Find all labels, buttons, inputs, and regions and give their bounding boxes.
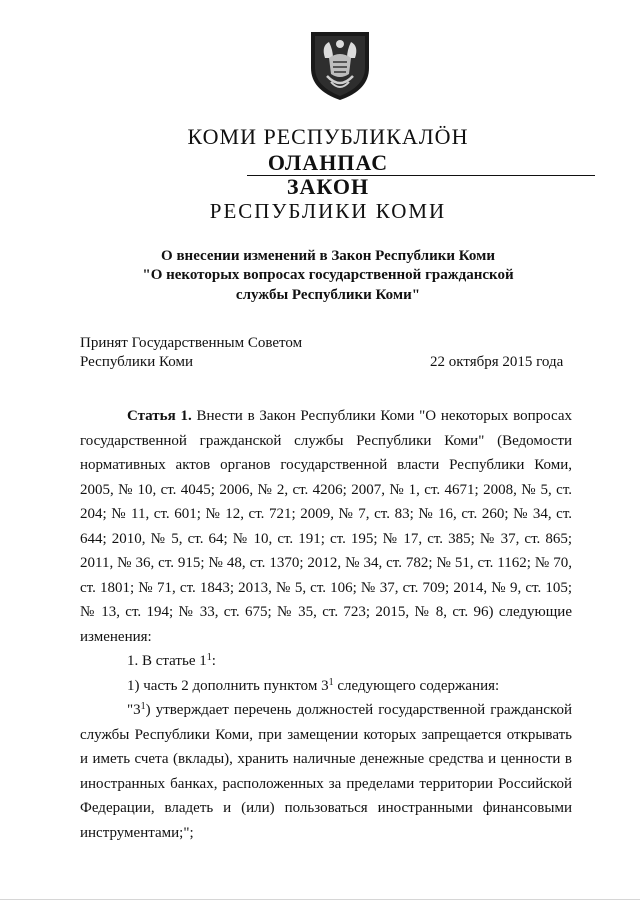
header-line-olanpas: ОЛАНПАС xyxy=(267,150,389,175)
item-1-suffix: : xyxy=(211,653,216,669)
page-bottom-edge xyxy=(0,899,640,900)
adoption-date: 22 октября 2015 года xyxy=(430,354,564,370)
article-text: Внести в Закон Республики Коми "О некоторых вопросах государственной гражданской службы Республики Коми" (Ведомости нормативных актов органов государственной власти Республики Коми, 2005, № 10, ст. 4045; 2006, № 2, ст. 4206; 2007, № 1, ст. 4671; 2008, № 5, ст. 204; № 11, ст. 601; № 12, ст. 721; 2009, № 7, ст. 83; № 16, ст. 260; № 34, ст. 644; 2010, № 5, ст. 64; № 10, ст. 191; ст. 195; № 17, ст. 385; № 37, ст. 865; 2011, № 36, ст. 915; № 48, ст. 1370; 2012, № 34, ст. 782; № 51, ст. 1162; № 70, ст. 1801; № 71, ст. 1843; 2013, № 5, ст. 106; № 37, ст. 709; 2014, № 9, ст. 105; № 13, ст. 194; № 33, ст. 675; № 35, ст. 723; 2015, № 8, ст. 96) следующие изменения: xyxy=(80,408,572,645)
law-title-line-3: службы Республики Коми" xyxy=(235,287,421,303)
law-title-line-1: О внесении изменений в Закон Республики Коми xyxy=(161,248,495,264)
adoption-line-1: Принят Государственным Советом xyxy=(80,335,303,351)
quoted-point-paragraph xyxy=(80,698,572,845)
subitem-1-text: 1) часть 2 дополнить пунктом 3 xyxy=(127,677,329,694)
item-1-superscript: 1 xyxy=(206,652,212,663)
quoted-point-number: "3 xyxy=(127,702,141,718)
article-label: Статья 1. xyxy=(127,408,192,424)
law-title-line-2: "О некоторых вопросах государственной гражданской xyxy=(142,267,514,283)
law-body xyxy=(80,404,572,845)
article-1-paragraph xyxy=(80,404,572,649)
header-line-zakon: ЗАКОН xyxy=(286,174,370,199)
item-1-paragraph xyxy=(80,649,572,674)
item-1-text: 1. В статье 1 xyxy=(127,653,207,669)
quoted-point-superscript: 1 xyxy=(140,701,146,712)
subitem-1-paragraph xyxy=(80,674,572,699)
subitem-1-superscript: 1 xyxy=(328,676,334,688)
header-line-komi: КОМИ РЕСПУБЛИКАЛӦН xyxy=(187,124,469,149)
header-line-republic: РЕСПУБЛИКИ КОМИ xyxy=(209,199,447,223)
quoted-point-text: ) утверждает перечень должностей государственной гражданской службы Республики Коми, при замещении которых запрещается открывать и иметь счета (вклады), хранить наличные денежные средства и ценности в иностранных банках, расположенных за пределами территории Российской Федерации, владеть и (или) пользоваться иностранными финансовыми инструментами;"; xyxy=(80,702,572,841)
komi-coat-of-arms-icon xyxy=(307,28,373,102)
adoption-line-2: Республики Коми xyxy=(80,354,193,370)
subitem-1-suffix: следующего содержания: xyxy=(333,677,500,694)
